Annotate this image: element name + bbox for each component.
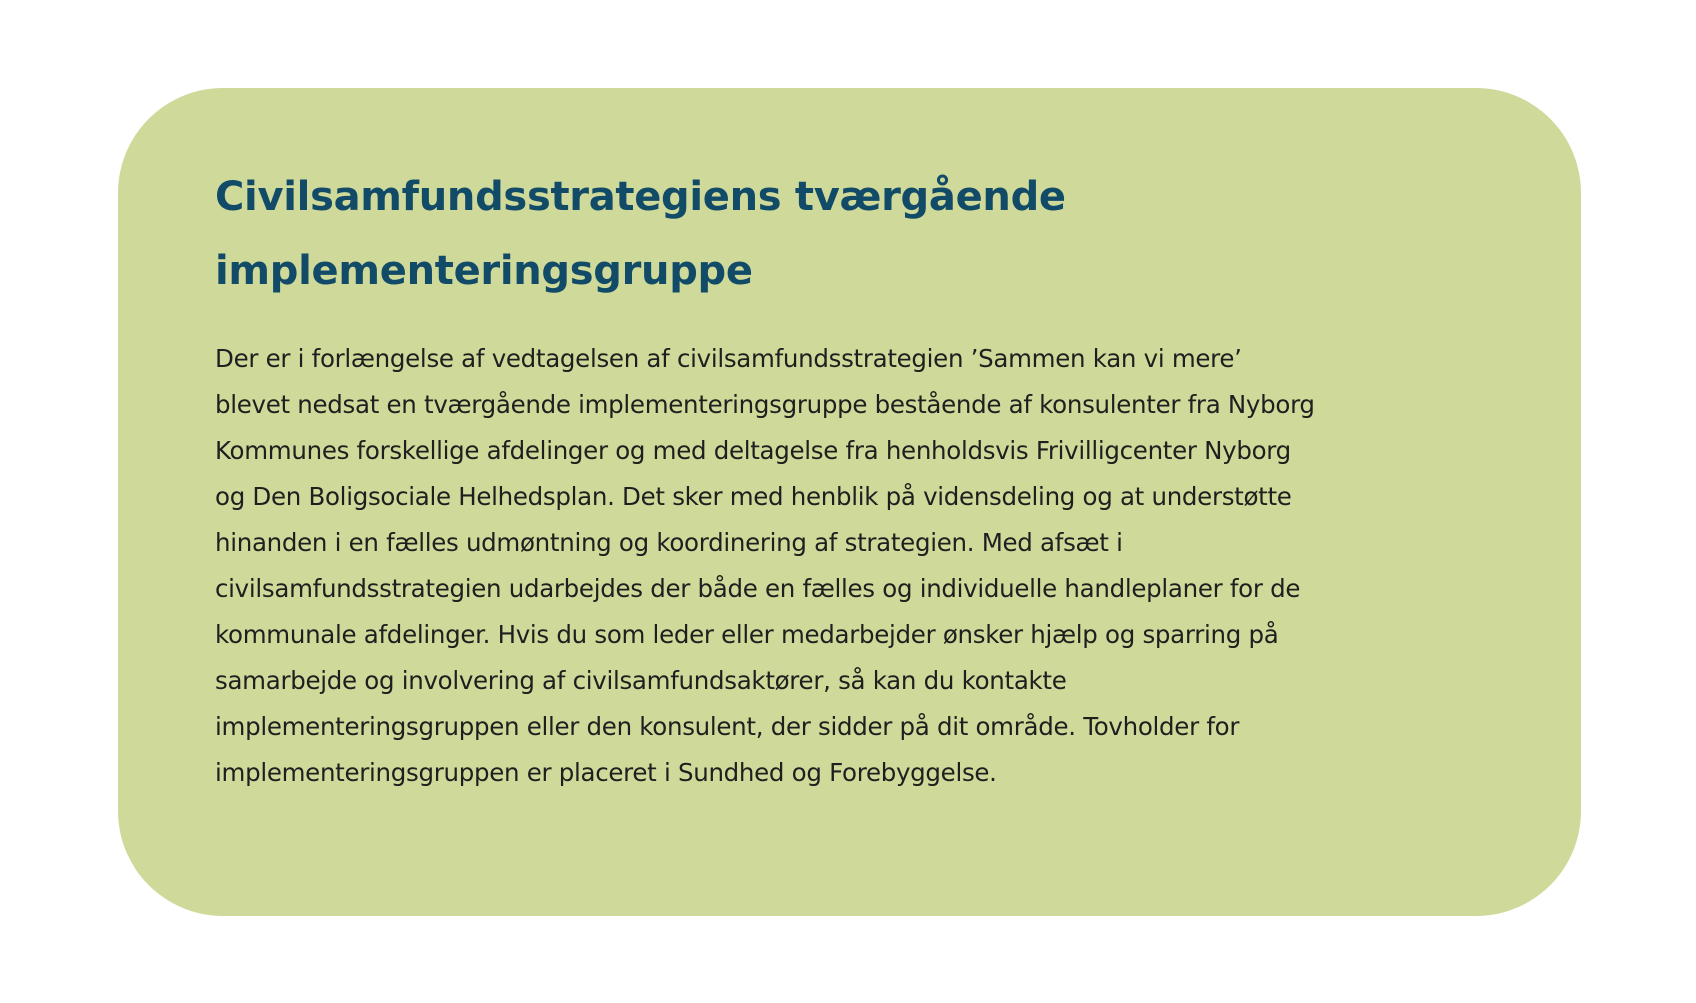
body-line: Kommunes forskellige afdelinger og med deltagelse fra henholdsvis Frivilligcenter Nyborg	[215, 436, 1291, 465]
body-line: og Den Boligsociale Helhedsplan. Det sker med henblik på vidensdeling og at understøtte	[215, 482, 1292, 511]
body-line: hinanden i en fælles udmøntning og koordinering af strategien. Med afsæt i	[215, 528, 1123, 557]
callout-box	[118, 88, 1581, 916]
callout-body-paragraph	[215, 336, 1481, 796]
body-line: samarbejde og involvering af civilsamfundsaktører, så kan du kontakte	[215, 666, 1067, 695]
body-line: civilsamfundsstrategien udarbejdes der både en fælles og individuelle handleplaner for de	[215, 574, 1301, 603]
body-line: implementeringsgruppen eller den konsulent, der sidder på dit område. Tovholder for	[215, 712, 1240, 741]
body-line: implementeringsgruppen er placeret i Sundhed og Forebyggelse.	[215, 758, 997, 787]
body-line: kommunale afdelinger. Hvis du som leder eller medarbejder ønsker hjælp og sparring på	[215, 620, 1279, 649]
title-line: implementeringsgruppe	[215, 248, 753, 294]
body-line: Der er i forlængelse af vedtagelsen af civilsamfundsstrategien ’Sammen kan vi mere’	[215, 344, 1242, 373]
body-line: blevet nedsat en tværgående implementeringsgruppe bestående af konsulenter fra Nyborg	[215, 390, 1315, 419]
title-line: Civilsamfundsstrategiens tværgående	[215, 174, 1066, 220]
callout-title	[215, 160, 1481, 308]
